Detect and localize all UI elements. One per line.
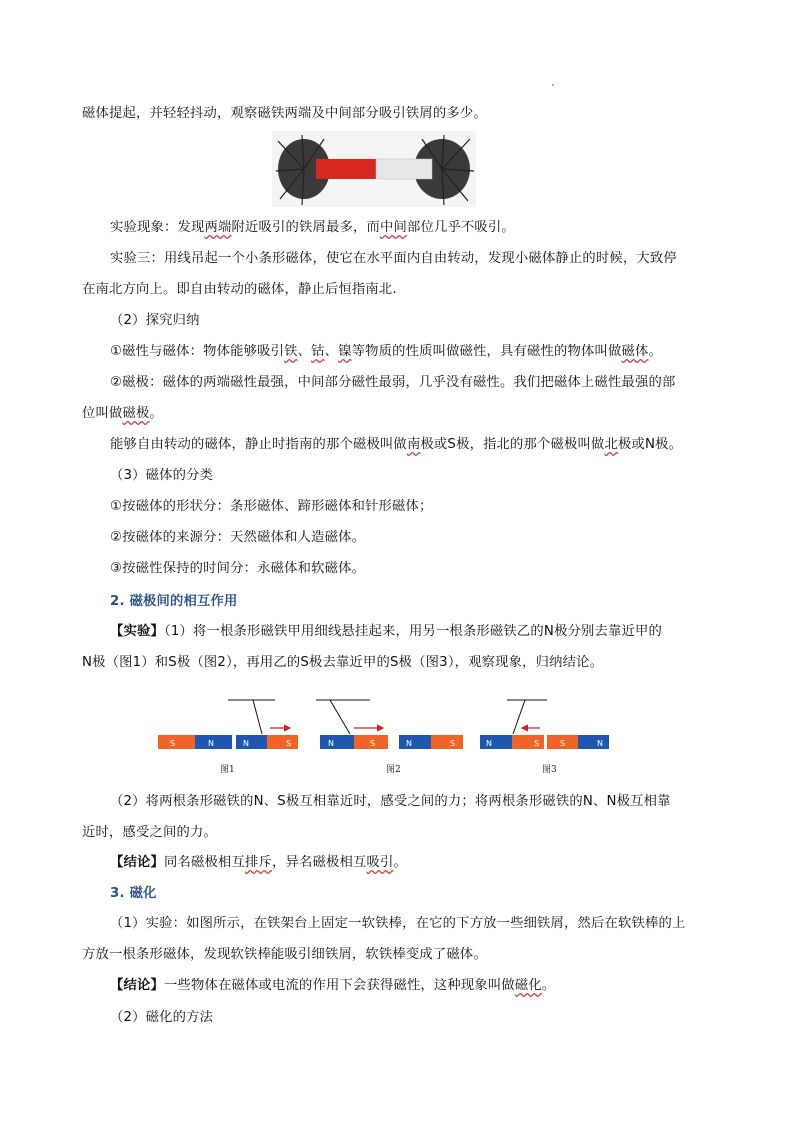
white-half [376, 159, 432, 179]
text-line: 位叫做磁极。 [82, 406, 163, 421]
text-line: ②磁极：磁体的两端磁性最强，中间部分磁性最弱，几乎没有磁性。我们把磁体上磁性最强的部 [110, 375, 676, 390]
text-line: 【实验】（1）将一根条形磁铁甲用细线悬挂起来，用另一根条形磁铁乙的N极分别去靠近甲的 [110, 624, 663, 639]
figure-1 [158, 700, 298, 749]
pole-label-n: N [597, 739, 603, 748]
red-half [316, 159, 376, 179]
text-line: ②按磁体的来源分：天然磁体和人造磁体。 [110, 530, 366, 545]
text-line: 【结论】一些物体在磁体或电流的作用下会获得磁性，这种现象叫做磁化。 [110, 978, 556, 993]
figure-2 [316, 700, 463, 749]
text-line: （3）磁体的分类 [110, 468, 214, 483]
text-line: 实验现象：发现两端附近吸引的铁屑最多，而中间部位几乎不吸引。 [110, 220, 515, 235]
pole-label-n: N [486, 739, 492, 748]
figure-caption: 图1 [220, 765, 235, 775]
pole-label-n: N [328, 739, 334, 748]
text-line: （2）将两根条形磁铁的N、S极互相靠近时，感受之间的力；将两根条形磁铁的N、N极互相靠 [110, 794, 671, 809]
text-line: 实验三：用线吊起一个小条形磁体，使它在水平面内自由转动，发现小磁体静止的时候，大致停 [110, 251, 677, 266]
text-line: 【结论】同名磁极相互排斥，异名磁极相互吸引。 [110, 855, 407, 870]
section-heading: 2. 磁极间的相互作用 [110, 594, 238, 609]
pole-label-s: S [170, 739, 176, 748]
text-line: （1）实验：如图所示，在铁架台上固定一软铁棒，在它的下方放一些细铁屑，然后在软铁棒的上 [110, 916, 686, 931]
magnet-iron-filings-photo [272, 131, 476, 207]
text-line: ③按磁性保持的时间分：永磁体和软磁体。 [110, 561, 366, 576]
text-line: N极（图1）和S极（图2），再用乙的S极去靠近甲的S极（图3），观察现象，归纳结论。 [82, 655, 604, 670]
pole-label-s: S [534, 739, 540, 748]
figure-3 [480, 700, 609, 749]
text-line: ①磁性与磁体：物体能够吸引铁、钴、镍等物质的性质叫做磁性，具有磁性的物体叫做磁体。 [110, 344, 663, 359]
text-line: 方放一根条形磁体，发现软铁棒能吸引细铁屑，软铁棒变成了磁体。 [82, 947, 487, 962]
text-line: 在南北方向上。即自由转动的磁体，静止后恒指南北. [82, 282, 397, 297]
text-line: （2）探究归纳 [110, 313, 200, 328]
text-line: 磁体提起，并轻轻抖动，观察磁铁两端及中间部分吸引铁屑的多少。 [82, 106, 487, 121]
text-line: 近时，感受之间的力。 [82, 825, 217, 840]
speck [552, 84, 554, 86]
figure-caption: 图3 [542, 765, 557, 775]
pole-label-n: N [406, 739, 412, 748]
pole-label-s: S [286, 739, 292, 748]
pole-label-s: S [450, 739, 456, 748]
pole-label-s: S [370, 739, 376, 748]
text-line: （2）磁化的方法 [110, 1010, 214, 1025]
pole-label-n: N [243, 739, 249, 748]
figure-caption: 图2 [386, 765, 401, 775]
pole-label-s: S [560, 739, 566, 748]
section-heading: 3. 磁化 [110, 886, 157, 901]
text-line: 能够自由转动的磁体，静止时指南的那个磁极叫做南极或S极，指北的那个磁极叫做北极或N极。 [110, 437, 683, 452]
pole-label-n: N [208, 739, 214, 748]
text-line: ①按磁体的形状分：条形磁体、蹄形磁体和针形磁体； [110, 499, 433, 514]
